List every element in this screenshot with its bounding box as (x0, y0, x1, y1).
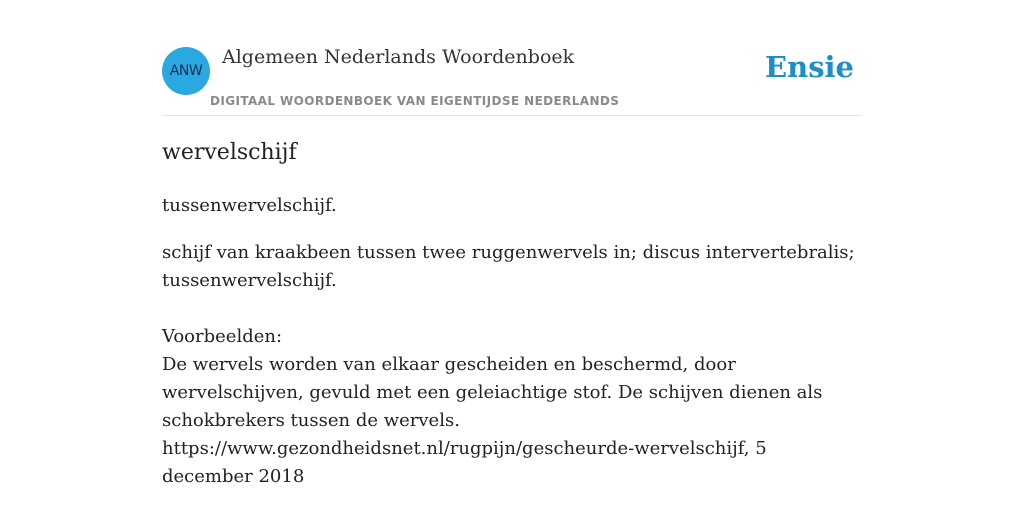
entry-variant: tussenwervelschijf. (162, 195, 337, 216)
entry-definition: schijf van kraakbeen tussen twee ruggenwervels in; discus intervertebralis; tussenwervelschijf. (162, 242, 855, 291)
example-source: https://www.gezondheidsnet.nl/rugpijn/gescheurde-wervelschijf, 5 december 2018 (162, 438, 767, 487)
site-title[interactable]: Algemeen Nederlands Woordenboek (222, 46, 575, 68)
header-divider (162, 115, 862, 116)
site-subtitle: DIGITAAL WOORDENBOEK VAN EIGENTIJDSE NEDERLANDS (210, 94, 620, 108)
entry-headword: wervelschijf (162, 140, 297, 165)
example-block (162, 351, 862, 491)
ensie-logo[interactable]: Ensie (765, 50, 854, 84)
anw-logo[interactable] (162, 47, 210, 95)
anw-logo-text: ANW (169, 63, 203, 79)
examples-label: Voorbeelden: (162, 326, 283, 347)
example-text: De wervels worden van elkaar gescheiden en beschermd, door wervelschijven, gevuld met een geleiachtige stof. De schijven dienen als schokbrekers tussen de wervels. (162, 354, 823, 431)
